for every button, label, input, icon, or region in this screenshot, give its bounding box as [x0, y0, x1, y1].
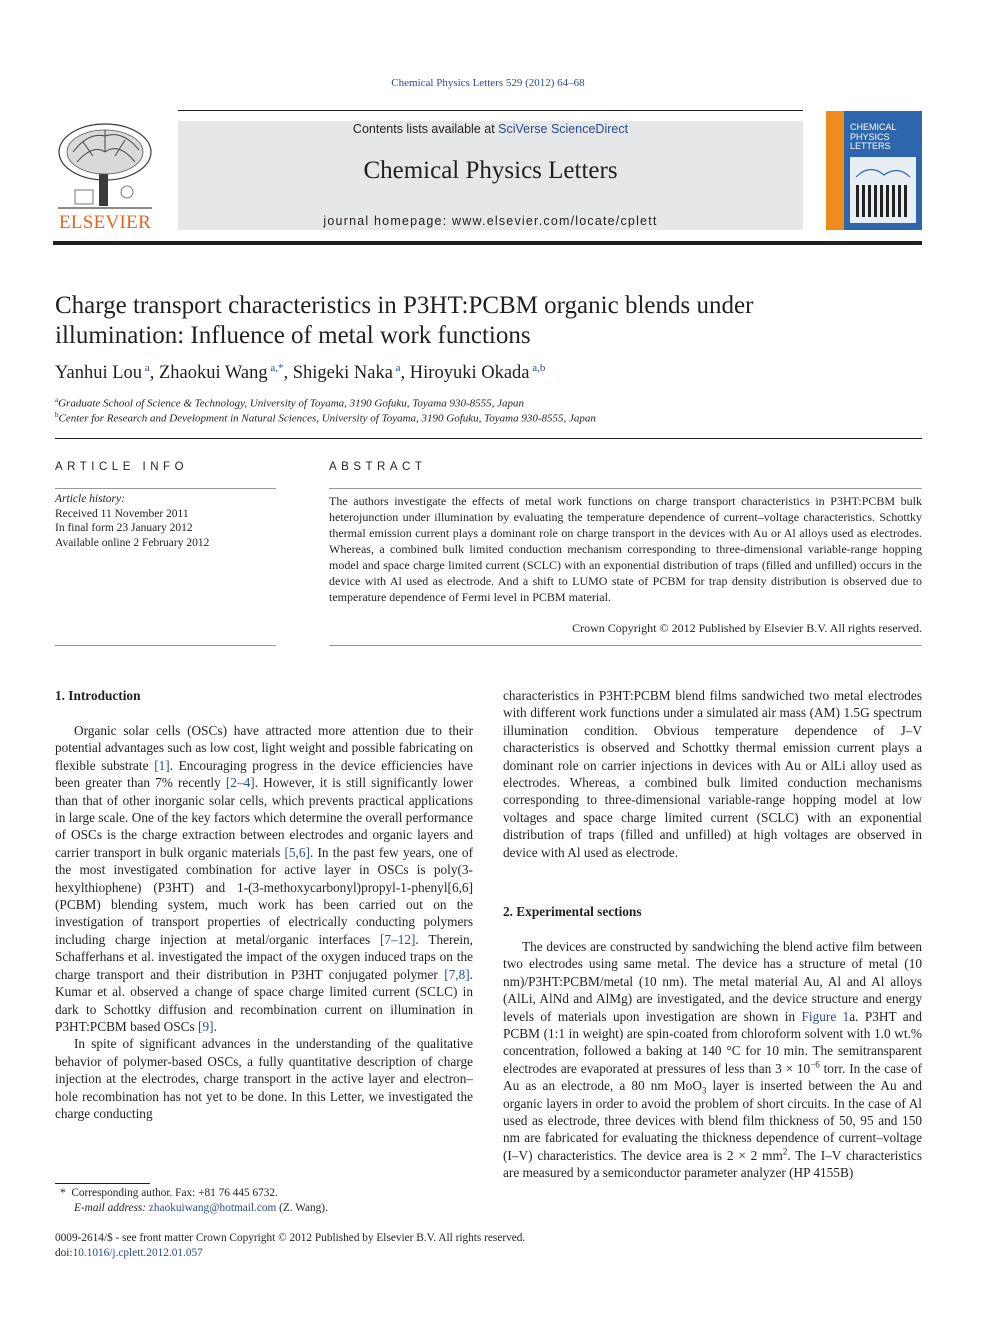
title-divider: [55, 438, 922, 439]
paper-title: [55, 291, 925, 351]
footnote: [60, 1186, 328, 1216]
text-run: . However, it is still significantly lower than that of other inorganic solar cells, which prevents practical applications in large scale. One of the key factors which determine the overall performance of OSCs is the charge extraction between electrodes and organic layers and carrier transport in bulk organic materials: [55, 775, 473, 860]
experimental-heading: 2. Experimental sections: [503, 904, 642, 919]
affiliation-text: Graduate School of Science & Technology, University of Toyama, 3190 Gofuku, Toyama 930-8555, Japan: [58, 397, 525, 410]
exponent: 2: [782, 1146, 788, 1157]
history-label: Article history:: [55, 493, 125, 505]
citation-link[interactable]: [5,6]: [284, 844, 310, 860]
citation-link[interactable]: [7–12]: [379, 931, 416, 947]
introduction-continued: characteristics in P3HT:PCBM blend films sandwiched two metal electrodes with different work functions under a simulated air mass (AM) 1.5G spectrum illumination condition. Obvious temperature dependence of J–V characteristics is observed and Schottky thermal emission current plays a dominant role on carrier injections in devices with Au or AlLi alloy used as electrodes. Whereas, a combined bulk limited conduction mechanisms corresponding to three-dimensional variable-range hopping model at low voltages and space charge limited current (SCLC) with an exponential distribution of traps (filled and unfilled) at high voltages are observed in device with Al used as electrode.: [503, 688, 922, 860]
affiliation-key: b: [55, 411, 59, 419]
cover-title: [850, 123, 897, 152]
history-item: In final form 23 January 2012: [55, 522, 193, 534]
subscript: 3: [701, 1085, 707, 1096]
text-run: Organic solar cells (OSCs) have attracted more attention due to their potential advantages such as low cost, light weight and possible fabricating on flexible substrate: [55, 723, 473, 773]
journal-reference-link[interactable]: Chemical Physics Letters 529 (2012) 64–68: [391, 77, 585, 89]
author-affil-sup[interactable]: a: [395, 362, 401, 374]
affiliation-key: a: [55, 396, 59, 404]
cover-line: PHYSICS: [850, 131, 890, 142]
elsevier-tree-icon: [53, 122, 157, 210]
paragraph: [503, 938, 922, 1182]
homepage-link[interactable]: www.elsevier.com/locate/cplett: [452, 214, 658, 228]
doi-link[interactable]: 10.1016/j.cplett.2012.01.057: [72, 1246, 203, 1259]
title-line: illumination: Influence of metal work functions: [55, 322, 531, 349]
article-history: [55, 492, 209, 550]
contents-line: [178, 122, 803, 136]
author-name[interactable]: Hiroyuki Okada: [409, 363, 530, 383]
history-item: Available online 2 February 2012: [55, 536, 210, 549]
citation-link[interactable]: [1]: [154, 757, 170, 773]
affiliation-a: [55, 396, 524, 410]
affiliation-b: [55, 411, 596, 425]
citation-link[interactable]: [7,8]: [444, 966, 470, 982]
article-info-rule: [55, 488, 276, 489]
title-line: Charge transport characteristics in P3HT:PCBM organic blends under: [55, 292, 754, 319]
text-run: . In the past few years, one of the most investigated combination for active layer in OSCs is poly(3-hexylthiophene) (P3HT) and 1-(3-methoxycarbonyl)propyl-1-phenyl[6,6] (PCBM) blending system, much work has been carried out on the investigation of transport properties of electrically conducting polymers including charge injection at metal/organic interfaces: [55, 844, 473, 947]
affiliation-text: Center for Research and Development in Natural Sciences, University of Toyama, 3190 Gofuku, Toyama 930-8555, Japan: [58, 412, 596, 425]
text-run: layer is inserted between the Au and organic layers in order to avoid the problem of short circuits. In the case of Al used as electrode, three devices with blend film thickness of 50, 95 and 150 nm are fabricated for evaluating the thickness dependence of current–voltage (I–V) characteristics. The device area is 2 × 2 mm: [503, 1078, 922, 1163]
footnote-rule: [55, 1183, 150, 1184]
doi-label: doi:: [55, 1246, 73, 1259]
text-run: a. P3HT and PCBM (1:1 in weight) are spin-coated from chloroform solvent with 1.0 wt.% concentration, followed a baking at 140 °C for 10 min. The semitransparent electrodes are evaporated at pressures of less than 3 × 10: [503, 1008, 922, 1076]
author-name[interactable]: Zhaokui Wang: [158, 363, 268, 383]
journal-cover-image[interactable]: [826, 111, 922, 230]
journal-homepage: [178, 214, 803, 228]
figure-link[interactable]: Figure 1: [801, 1008, 850, 1024]
header-top-rule: [178, 110, 803, 111]
contents-prefix: Contents lists available at: [352, 122, 499, 136]
text-run: torr. In the case of Au as an electrode, a 80 nm MoO: [503, 1060, 923, 1094]
article-info-rule: [55, 645, 276, 646]
elsevier-logo[interactable]: [53, 122, 157, 232]
author-separator: ,: [283, 363, 293, 383]
author-affil-sup[interactable]: a,b: [532, 362, 546, 374]
text-run: The devices are constructed by sandwiching the blend active film between two electrodes using same metal. The device has a structure of metal (10 nm)/P3HT:PCBM/metal (10 nm). The metal material Au, Al and Al alloys (AlLi, AlNd and AlMg) are investigated, and the device structure and energy levels of materials upon investigation are shown in: [503, 939, 922, 1024]
journal-title: Chemical Physics Letters: [363, 157, 618, 184]
author-separator: ,: [400, 363, 410, 383]
abstract-rule: [329, 645, 922, 646]
author-name[interactable]: Yanhui Lou: [55, 363, 143, 383]
elsevier-wordmark: ELSEVIER: [58, 212, 152, 233]
cover-bars-icon: [850, 157, 916, 223]
author-affil-sup[interactable]: a: [144, 362, 150, 374]
citation-link[interactable]: [9]: [198, 1018, 214, 1034]
header-thick-rule: [53, 241, 922, 245]
footnote-text: Corresponding author. Fax: +81 76 445 6732.: [71, 1187, 278, 1199]
sciencedirect-link[interactable]: SciVerse ScienceDirect: [498, 122, 629, 136]
author-affil-sup[interactable]: a,*: [270, 362, 284, 374]
abstract-heading: ABSTRACT: [329, 461, 427, 473]
page-footer: [55, 1231, 525, 1260]
footer-doi: [55, 1246, 525, 1261]
citation-link[interactable]: [2–4]: [225, 775, 255, 791]
experimental-body: [503, 938, 922, 1182]
exponent: −6: [810, 1059, 820, 1070]
cover-stripe: [826, 111, 844, 230]
introduction-body: [55, 722, 473, 1122]
homepage-prefix: journal homepage:: [323, 214, 453, 228]
abstract-text: The authors investigate the effects of metal work functions on charge transport characteristics in P3HT:PCBM bulk heterojunction under illumination by evaluating the temperature dependence of current–voltage characteristics. Schottky thermal emission current plays a dominant role on charge transport in the devices with Au or Al alloys used as electrodes. Whereas, a combined bulk limited conduction mechanism corresponding to three-dimensional variable-range hopping model and space charge limited current (SCLC) with an exponential distribution of traps (filled and unfilled) occurs in the device with Al used as electrode. And a shift to LUMO state of PCBM for trap density distribution is observed due to temperature dependence of Fermi level in PCBM material.: [329, 494, 922, 604]
text-run: . Kumar et al. observed a change of space charge limited current (SCLC) in dark to Schottky diffusion and recombination current on illumination in P3HT:PCBM based OSCs: [55, 966, 473, 1034]
cover-line: LETTERS: [850, 141, 891, 151]
abstract-copyright: Crown Copyright © 2012 Published by Elsevier B.V. All rights reserved.: [572, 621, 922, 635]
email-suffix: (Z. Wang).: [276, 1202, 328, 1214]
footnote-star: *: [60, 1187, 66, 1199]
article-info-heading: ARTICLE INFO: [55, 461, 189, 473]
abstract-rule: [329, 488, 922, 489]
paragraph: [55, 722, 473, 1035]
text-run: . The I–V characteristics are measured by a semiconductor parameter analyzer (HP 4155B): [503, 1147, 922, 1181]
history-item: Received 11 November 2011: [55, 507, 189, 520]
author-name[interactable]: Shigeki Naka: [292, 363, 393, 383]
email-link[interactable]: zhaokuiwang@hotmail.com: [148, 1202, 277, 1214]
author-separator: ,: [149, 363, 159, 383]
email-note: [60, 1201, 328, 1216]
corresponding-author-note: [60, 1186, 328, 1201]
cover-figure: [850, 157, 916, 223]
cover-line: CHEMICAL: [850, 122, 897, 132]
author-list: [55, 362, 545, 384]
footer-rights: 0009-2614/$ - see front matter Crown Copyright © 2012 Published by Elsevier B.V. All rights reserved.: [55, 1232, 526, 1244]
paragraph: In spite of significant advances in the understanding of the qualitative behavior of polymer-based OSCs, a fully quantitative description of charge injection at the electrodes, charge transport in the active layer and electron–hole recombination has not yet to be done. In this Letter, we investigated the charge conducting: [55, 1036, 473, 1121]
text-run: . Therein, Schafferhans et al. investigated the impact of the oxygen induced traps on the charge transport and their distribution in P3HT conjugated polymer: [55, 931, 473, 982]
text-run: .: [213, 1018, 217, 1034]
text-run: . Encouraging progress in the device efficiencies have been greater than 7% recently: [55, 757, 473, 791]
email-label: E-mail address:: [74, 1202, 149, 1214]
introduction-heading: 1. Introduction: [55, 688, 141, 703]
